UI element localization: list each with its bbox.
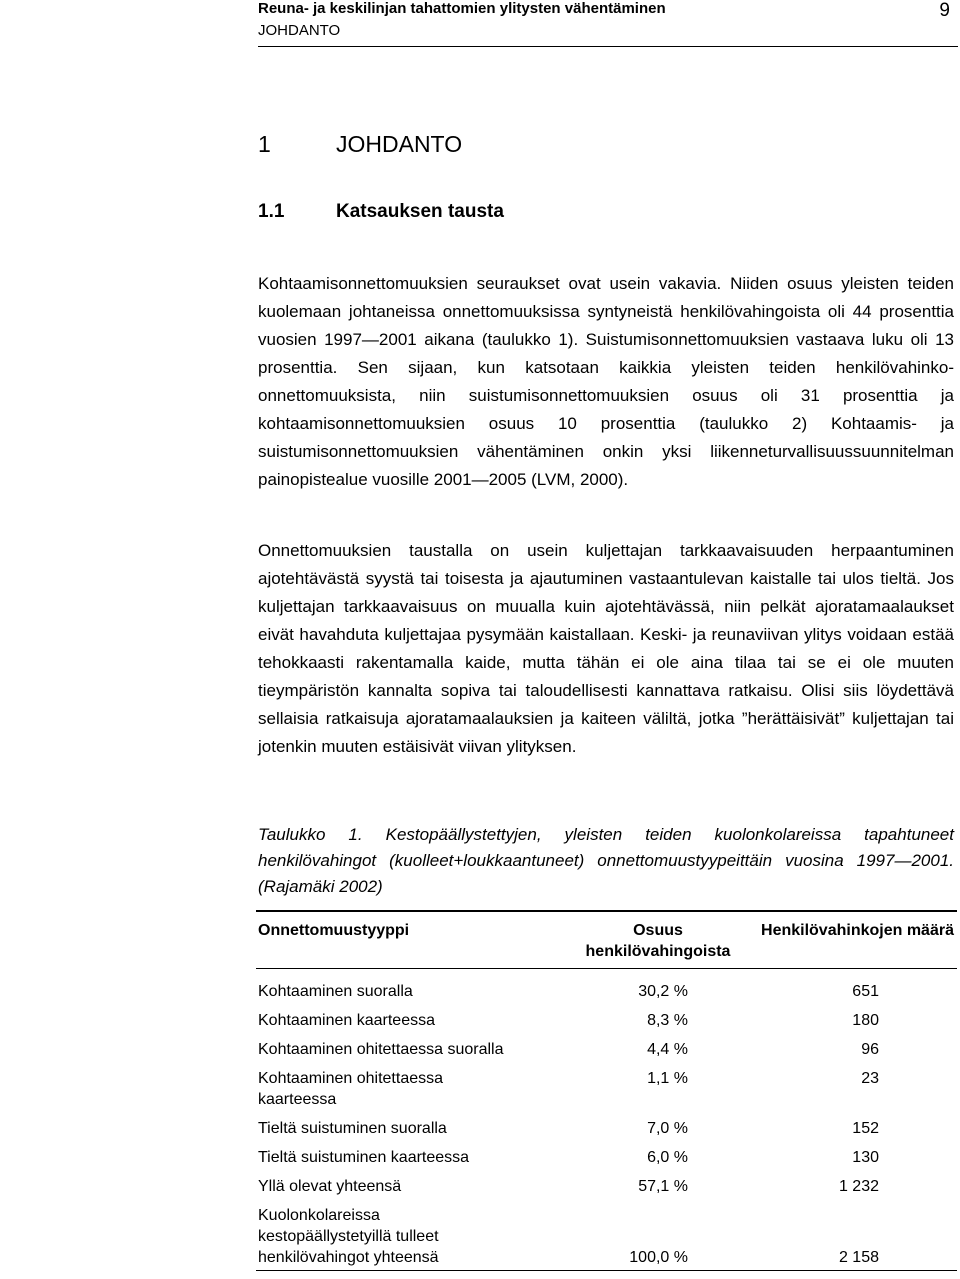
chapter-heading [258, 130, 462, 158]
accident-table [256, 910, 957, 1271]
section-number: 1.1 [258, 201, 285, 222]
chapter-title: JOHDANTO [336, 131, 463, 157]
table-row [256, 1168, 957, 1197]
cell-type: Kohtaaminen ohitettaessa kaarteessa [258, 1070, 444, 1108]
table-row [256, 1139, 957, 1168]
cell-share: 30,2 % [638, 983, 688, 1000]
table-row [256, 1110, 957, 1139]
running-section: JOHDANTO [258, 22, 341, 39]
cell-type: Yllä olevat yhteensä [258, 1178, 402, 1195]
chapter-number: 1 [258, 131, 271, 157]
column-header-count: Henkilövahinkojen määrä [756, 911, 957, 969]
body-paragraph: Onnettomuuksien taustalla on usein kuljettajan tarkkaavaisuuden herpaantuminen ajotehtävästä syystä tai toisesta ja ajautuminen vastaantulevan kaistalle tai ulos tieltä. Jos kuljettajan tarkkaavaisuus on muualla kuin ajotehtävässä, niin pelkät ajoratamaalaukset eivät havahduta kuljettajaa pysymään kaistallaan. Keski- ja reunaviivan ylitys voidaan estää tehokkaasti rakentamalla kaide, mutta tähän ei ole aina tilaa tai se ei ole muuten tieympäristön kannalta sopiva tai taloudellisesti kannattava ratkaisu. Olisi siis löydettävä sellaisia ratkaisuja ajoratamaalauksien ja kaiteen väliltä, jotka ”herättäisivät” kuljettajan tai jotenkin muuten estäisivät viivan ylityksen. [258, 541, 954, 756]
cell-count: 152 [852, 1120, 879, 1137]
cell-share: 7,0 % [647, 1120, 688, 1137]
table-row-total [256, 1197, 957, 1271]
table-caption: Taulukko 1. Kestopäällystettyjen, yleisten teiden kuolonkolareissa tapahtuneet henkilövahingot (kuolleet+loukkaantuneet) onnettomuustyypeittäin vuosina 1997—2001. (Rajamäki 2002) [258, 825, 954, 896]
body-paragraph: Kohtaamisonnettomuuksien seuraukset ovat usein vakavia. Niiden osuus yleisten teiden kuolemaan johtaneissa onnettomuuksissa syntyneistä henkilövahingoista oli 44 prosenttia vuosien 1997—2001 aikana (taulukko 1). Suistumisonnettomuuksien vastaava luku oli 13 prosenttia. Sen sijaan, kun katsotaan kaikkia yleisten teiden henkilövahinko-onnettomuuksista, niin suistumisonnettomuuksien osuus oli 31 prosenttia ja kohtaamisonnettomuuksien osuus 10 prosenttia (taulukko 2) Kohtaamis- ja suistumisonnettomuuksien vähentäminen onkin yksi liikenneturvallisuussuunnitelman painopistealue vuosille 2001—2005 (LVM, 2000). [258, 274, 954, 489]
cell-count: 23 [861, 1070, 879, 1087]
cell-count: 651 [852, 983, 879, 1000]
column-header-type: Onnettomuustyyppi [256, 911, 558, 969]
cell-count: 2 158 [756, 1197, 957, 1271]
cell-type: Tieltä suistuminen kaarteessa [258, 1149, 470, 1166]
table-header-row [256, 911, 957, 969]
table-row [256, 969, 957, 1003]
table-row [256, 1031, 957, 1060]
running-title: Reuna- ja keskilinjan tahattomien ylitysten vähentäminen [258, 0, 666, 17]
table-row [256, 1060, 957, 1110]
cell-count: 96 [861, 1041, 879, 1058]
column-header-share: Osuus henkilövahingoista [558, 911, 756, 969]
cell-count: 180 [852, 1012, 879, 1029]
cell-count: 130 [852, 1149, 879, 1166]
cell-type: Kuolonkolareissa kestopäällystetyillä tulleet henkilövahingot yhteensä [256, 1197, 558, 1271]
cell-share: 8,3 % [647, 1012, 688, 1029]
table-row [256, 1002, 957, 1031]
cell-type: Tieltä suistuminen suoralla [258, 1120, 447, 1137]
section-heading [258, 200, 504, 224]
cell-share: 6,0 % [647, 1149, 688, 1166]
page-header [258, 0, 958, 47]
cell-share: 57,1 % [638, 1178, 688, 1195]
section-title: Katsauksen tausta [336, 201, 504, 222]
cell-share: 100,0 % [558, 1197, 756, 1271]
cell-type: Kohtaaminen suoralla [258, 983, 413, 1000]
page-number: 9 [939, 0, 950, 21]
cell-type: Kohtaaminen kaarteessa [258, 1012, 435, 1029]
cell-count: 1 232 [838, 1178, 879, 1195]
cell-share: 1,1 % [647, 1070, 688, 1087]
cell-type: Kohtaaminen ohitettaessa suoralla [258, 1041, 504, 1058]
cell-share: 4,4 % [647, 1041, 688, 1058]
